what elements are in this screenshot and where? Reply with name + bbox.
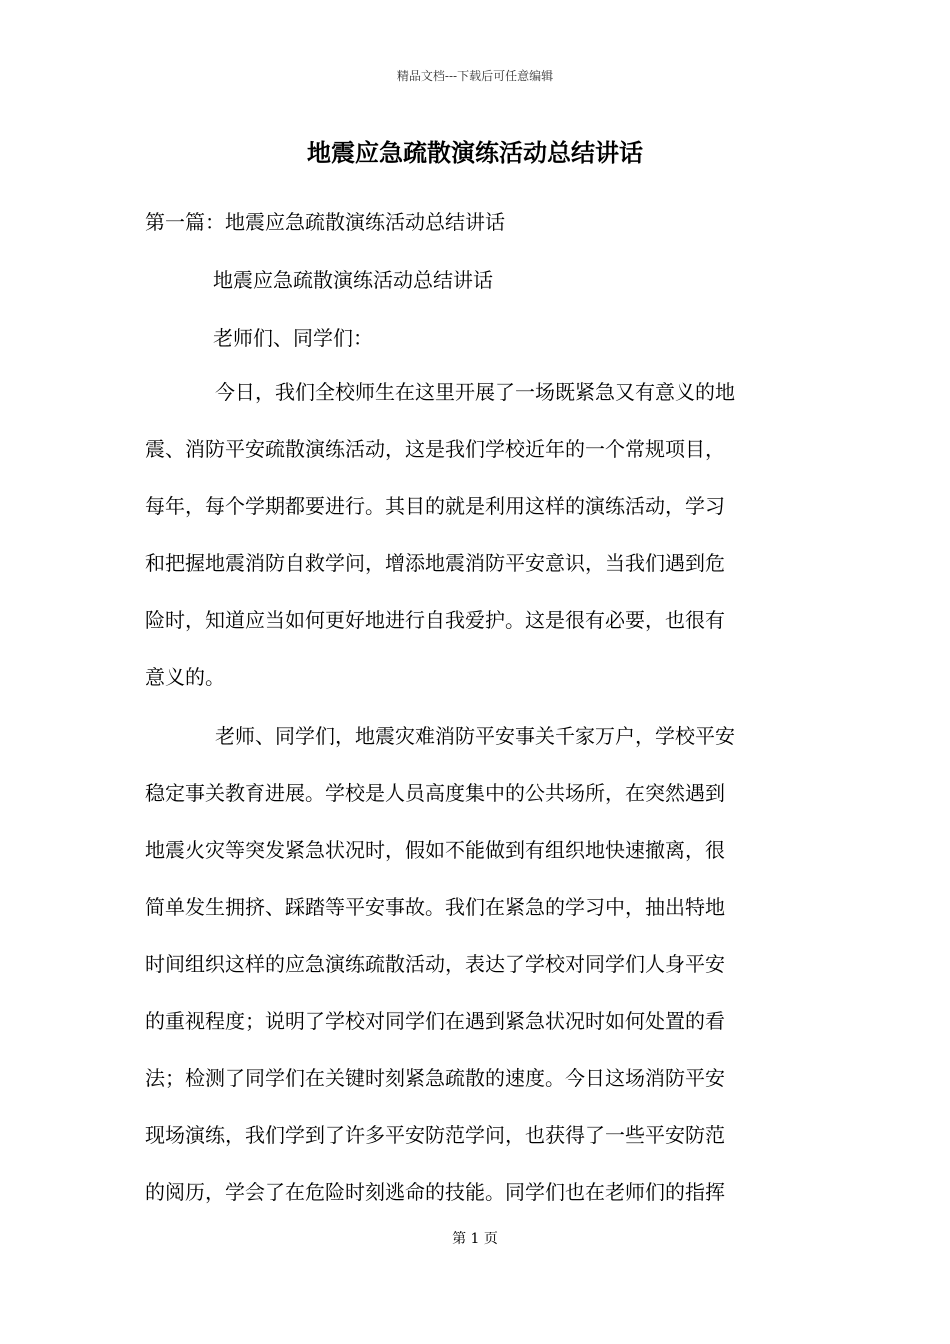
- paragraph-2-line: 的重视程度；说明了学校对同学们在遇到紧急状况时如何处置的看: [145, 1009, 725, 1033]
- paragraph-1-line: 意义的。: [145, 665, 225, 689]
- paragraph-2-line: 稳定事关教育进展。学校是人员高度集中的公共场所，在突然遇到: [145, 781, 725, 805]
- paragraph-2-line: 现场演练，我们学到了许多平安防范学问，也获得了一些平安防范: [145, 1123, 725, 1147]
- paragraph-1: [145, 364, 807, 706]
- paragraph-2-line: 老师、同学们，地震灾难消防平安事关千家万户，学校平安: [215, 724, 735, 748]
- page-number: 第 1 页: [452, 1231, 498, 1247]
- paragraph-2-line: 法；检测了同学们在关键时刻紧急疏散的速度。今日这场消防平安: [145, 1066, 725, 1090]
- paragraph-2-line: 地震火灾等突发紧急状况时，假如不能做到有组织地快速撤离，很: [145, 838, 725, 862]
- section-heading: 第一篇：地震应急疏散演练活动总结讲话: [145, 210, 505, 234]
- paragraph-1-line: 和把握地震消防自救学问，增添地震消防平安意识，当我们遇到危: [145, 551, 725, 575]
- page-header-note: 精品文档---下载后可任意编辑: [396, 69, 554, 83]
- paragraph-2-line: 的阅历，学会了在危险时刻逃命的技能。同学们也在老师们的指挥: [145, 1180, 725, 1204]
- speech-subtitle: 地震应急疏散演练活动总结讲话: [213, 268, 493, 292]
- paragraph-2: [145, 708, 807, 1221]
- paragraph-2-line: 简单发生拥挤、踩踏等平安事故。我们在紧急的学习中，抽出特地: [145, 895, 725, 919]
- paragraph-1-line: 今日，我们全校师生在这里开展了一场既紧急又有意义的地: [215, 380, 735, 404]
- paragraph-1-line: 每年，每个学期都要进行。其目的就是利用这样的演练活动，学习: [145, 494, 725, 518]
- paragraph-1-line: 险时，知道应当如何更好地进行自我爱护。这是很有必要，也很有: [145, 608, 725, 632]
- paragraph-2-line: 时间组织这样的应急演练疏散活动，表达了学校对同学们人身平安: [145, 952, 725, 976]
- paragraph-1-line: 震、消防平安疏散演练活动，这是我们学校近年的一个常规项目，: [145, 437, 725, 461]
- document-title: 地震应急疏散演练活动总结讲话: [307, 138, 643, 167]
- greeting: 老师们、同学们：: [213, 326, 373, 350]
